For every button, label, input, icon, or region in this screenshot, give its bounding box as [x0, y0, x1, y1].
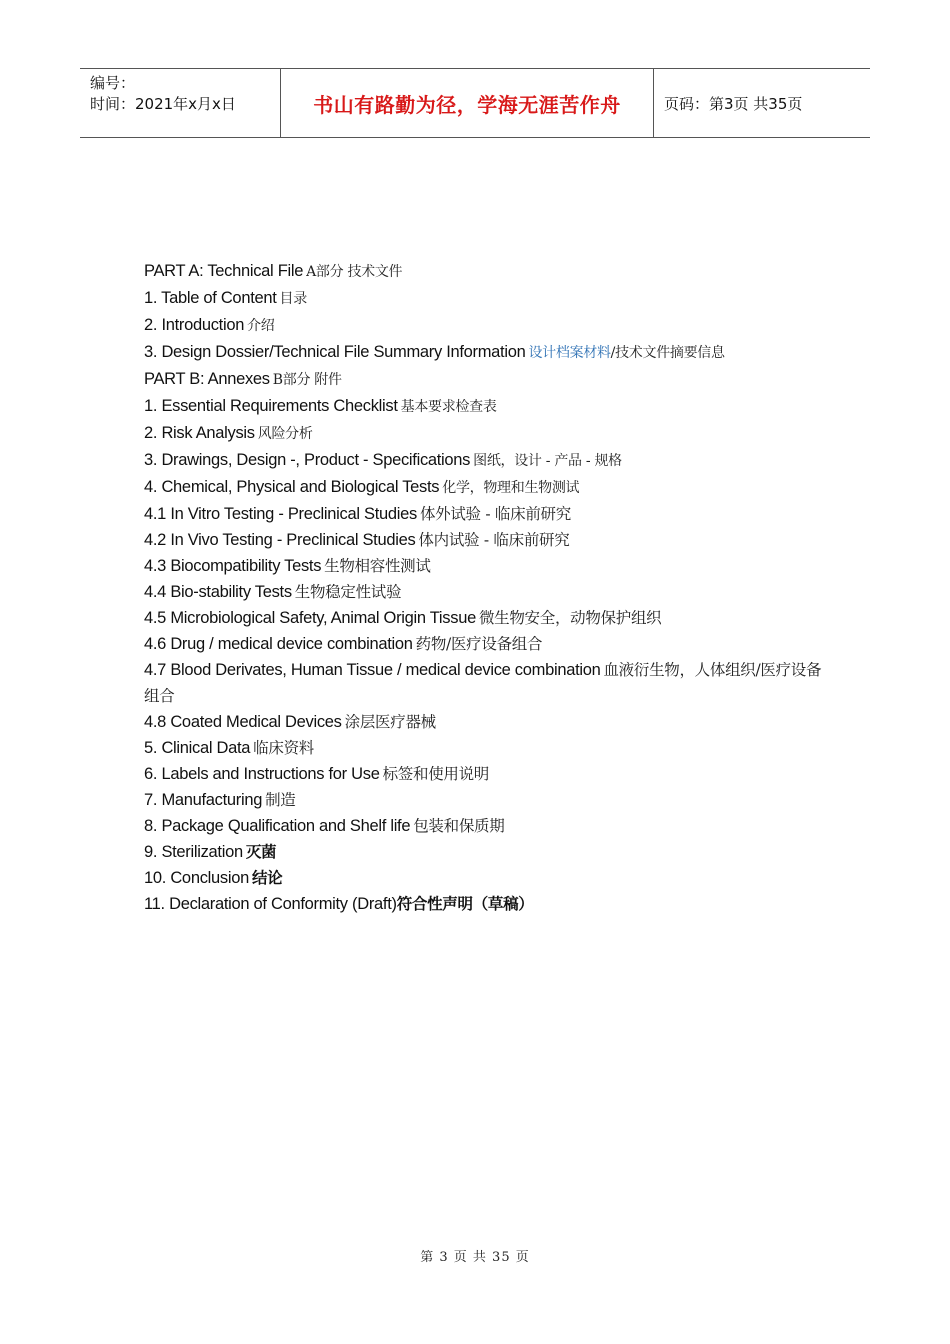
toc-line [144, 813, 824, 839]
toc-english: 4.6 Drug / medical device combination [144, 635, 413, 653]
document-time: 时间：2021年x月x日 [90, 95, 236, 113]
toc-chinese-highlight: 设计档案材料 [528, 345, 611, 361]
toc-english: 11. Declaration of Conformity (Draft) [144, 895, 397, 913]
toc-english: 3. Drawings, Design -, Product - Specifications [144, 451, 471, 469]
toc-chinese: 生物相容性测试 [324, 557, 431, 575]
toc-chinese: 血液衍生物，人体组织/医疗设备组合 [144, 661, 822, 705]
toc-chinese: 制造 [265, 791, 296, 809]
toc-line [144, 631, 824, 657]
toc-line [144, 527, 824, 553]
toc-line [144, 258, 824, 285]
toc-chinese: 包装和保质期 [413, 817, 505, 835]
toc-line [144, 657, 824, 709]
toc-chinese: 涂层医疗器械 [344, 713, 436, 731]
toc-chinese: 结论 [251, 869, 283, 887]
toc-line [144, 579, 824, 605]
header-page-info: 页码：第3页 共35页 [664, 94, 803, 113]
toc-line [144, 709, 824, 735]
page-header [80, 68, 870, 138]
toc-english: 9. Sterilization [144, 843, 243, 861]
toc-english: PART B: Annexes [144, 370, 270, 388]
toc-chinese: 符合性声明（草稿） [396, 895, 534, 913]
toc-line [144, 839, 824, 865]
toc-english: 4.3 Biocompatibility Tests [144, 557, 322, 575]
toc-chinese: 药物/医疗设备组合 [415, 635, 543, 653]
toc-english: 4.7 Blood Derivates, Human Tissue / medical device combination [144, 661, 601, 679]
toc-english: 4.4 Bio-stability Tests [144, 583, 292, 601]
toc-line [144, 393, 824, 420]
toc-chinese: 图纸，设计 - 产品 - 规格 [473, 453, 622, 469]
toc-line [144, 761, 824, 787]
header-motto: 书山有路勤为径，学海无涯苦作舟 [281, 69, 654, 137]
toc-chinese: 标签和使用说明 [382, 765, 490, 783]
toc-chinese: 生物稳定性试验 [294, 583, 402, 601]
toc-chinese: 微生物安全，动物保护组织 [478, 609, 662, 627]
toc-chinese: 基本要求检查表 [400, 399, 497, 415]
toc-english: 7. Manufacturing [144, 791, 263, 809]
toc-line [144, 447, 824, 474]
toc-english: 1. Essential Requirements Checklist [144, 397, 398, 415]
toc-line [144, 420, 824, 447]
document-number: 编号： [90, 74, 136, 92]
toc-line [144, 605, 824, 631]
toc-english: 4.8 Coated Medical Devices [144, 713, 342, 731]
toc-english: 2. Introduction [144, 316, 245, 334]
header-meta [80, 69, 281, 137]
toc-english: 3. Design Dossier/Technical File Summary Information [144, 343, 526, 361]
toc-chinese: 化学，物理和生物测试 [442, 480, 580, 496]
toc-english: 6. Labels and Instructions for Use [144, 765, 380, 783]
toc-english: PART A: Technical File [144, 262, 304, 280]
toc-line [144, 366, 824, 393]
toc-chinese: 临床资料 [253, 739, 314, 757]
toc-english: 4. Chemical, Physical and Biological Tests [144, 478, 440, 496]
toc-english: 8. Package Qualification and Shelf life [144, 817, 411, 835]
toc-line [144, 891, 824, 917]
toc-line [144, 501, 824, 527]
toc-line [144, 474, 824, 501]
toc-chinese: 介绍 [247, 318, 275, 334]
toc-chinese: 灭菌 [245, 843, 277, 861]
toc-chinese: 体内试验 - 临床前研究 [418, 531, 570, 549]
toc-english: 4.1 In Vitro Testing - Preclinical Studies [144, 505, 417, 523]
toc-english: 2. Risk Analysis [144, 424, 255, 442]
toc-chinese: 目录 [279, 291, 307, 307]
toc-line [144, 285, 824, 312]
toc-english: 4.2 In Vivo Testing - Preclinical Studies [144, 531, 416, 549]
toc-english: 1. Table of Content [144, 289, 277, 307]
toc-english: 4.5 Microbiological Safety, Animal Origin Tissue [144, 609, 476, 627]
toc-line [144, 339, 824, 366]
toc-chinese: B部分 附件 [272, 372, 342, 388]
page-footer: 第 3 页 共 35 页 [420, 1250, 530, 1265]
toc-chinese: A部分 技术文件 [306, 264, 403, 280]
toc-line [144, 787, 824, 813]
table-of-contents [144, 258, 824, 917]
toc-chinese: 体外试验 - 临床前研究 [419, 505, 571, 523]
toc-english: 10. Conclusion [144, 869, 249, 887]
toc-line [144, 865, 824, 891]
toc-chinese: 风险分析 [257, 426, 313, 442]
toc-chinese: /技术文件摘要信息 [610, 345, 725, 361]
toc-line [144, 553, 824, 579]
toc-line [144, 735, 824, 761]
toc-english: 5. Clinical Data [144, 739, 251, 757]
toc-line [144, 312, 824, 339]
